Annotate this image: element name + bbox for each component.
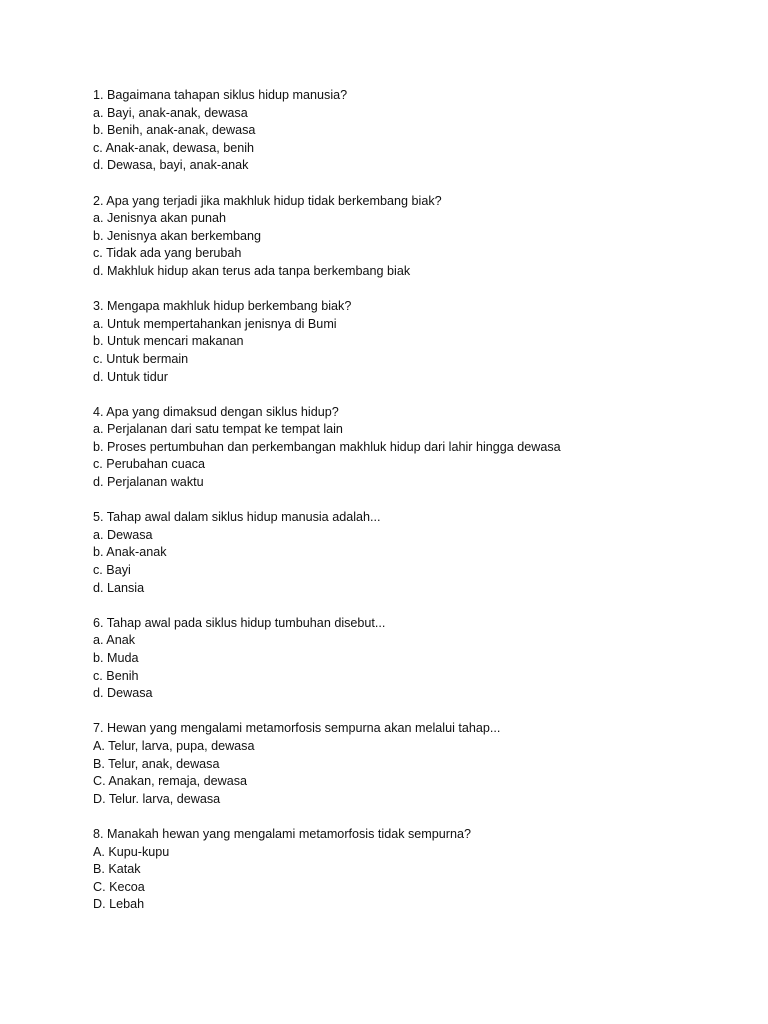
option-list [93, 316, 733, 386]
option-item: a. Dewasa [93, 527, 153, 542]
option-item: c. Tidak ada yang berubah [93, 246, 242, 261]
question-block-5 [93, 509, 733, 597]
option-list [93, 421, 733, 491]
question-block-8 [93, 826, 733, 914]
question-text: 2. Apa yang terjadi jika makhluk hidup tidak berkembang biak? [93, 193, 442, 208]
question-block-7 [93, 720, 733, 808]
option-item: b. Jenisnya akan berkembang [93, 228, 262, 243]
option-item: a. Anak [93, 633, 136, 648]
option-item: d. Untuk tidur [93, 369, 168, 384]
option-item: c. Benih [93, 668, 139, 683]
question-text: 7. Hewan yang mengalami metamorfosis sempurna akan melalui tahap... [93, 721, 501, 736]
option-item: d. Dewasa [93, 686, 153, 701]
option-item: C. Anakan, remaja, dewasa [93, 774, 248, 789]
option-item: D. Telur. larva, dewasa [93, 791, 221, 806]
question-block-3 [93, 298, 733, 386]
option-item: c. Anak-anak, dewasa, benih [93, 140, 255, 155]
question-list [93, 87, 733, 932]
option-item: b. Benih, anak-anak, dewasa [93, 123, 256, 138]
question-text: 4. Apa yang dimaksud dengan siklus hidup? [93, 404, 339, 419]
question-text: 1. Bagaimana tahapan siklus hidup manusia? [93, 88, 348, 102]
option-item: b. Muda [93, 651, 139, 665]
question-text: 6. Tahap awal pada siklus hidup tumbuhan disebut... [93, 615, 386, 630]
option-item: B. Katak [93, 862, 141, 877]
question-block-1 [93, 87, 733, 175]
option-item: b. Proses pertumbuhan dan perkembangan makhluk hidup dari lahir hingga dewasa [93, 439, 561, 454]
option-list [93, 844, 733, 914]
option-item: a. Untuk mempertahankan jenisnya di Bumi [93, 316, 337, 331]
option-item: d. Lansia [93, 580, 145, 595]
option-item: c. Untuk bermain [93, 351, 189, 366]
option-list [93, 738, 733, 808]
option-item: D. Lebah [93, 897, 145, 912]
question-block-4 [93, 404, 733, 492]
question-text: 8. Manakah hewan yang mengalami metamorfosis tidak sempurna? [93, 826, 472, 841]
question-block-2 [93, 193, 733, 281]
option-item: A. Kupu-kupu [93, 844, 170, 859]
option-list [93, 527, 733, 597]
option-item: b. Untuk mencari makanan [93, 334, 244, 349]
option-item: a. Perjalanan dari satu tempat ke tempat lain [93, 422, 343, 437]
question-text: 3. Mengapa makhluk hidup berkembang biak? [93, 299, 352, 314]
question-block-6 [93, 615, 733, 703]
question-text: 5. Tahap awal dalam siklus hidup manusia adalah... [93, 510, 381, 525]
option-item: d. Perjalanan waktu [93, 475, 204, 490]
option-item: c. Bayi [93, 563, 131, 578]
option-item: c. Perubahan cuaca [93, 457, 206, 472]
option-item: B. Telur, anak, dewasa [93, 756, 220, 771]
option-list [93, 632, 733, 702]
option-item: A. Telur, larva, pupa, dewasa [93, 738, 255, 753]
option-item: a. Bayi, anak-anak, dewasa [93, 105, 248, 120]
option-item: d. Dewasa, bayi, anak-anak [93, 158, 249, 173]
option-list [93, 105, 733, 175]
option-item: C. Kecoa [93, 879, 145, 894]
option-item: b. Anak-anak [93, 545, 167, 560]
option-list [93, 210, 733, 280]
option-item: d. Makhluk hidup akan terus ada tanpa berkembang biak [93, 263, 411, 278]
option-item: a. Jenisnya akan punah [93, 211, 227, 226]
